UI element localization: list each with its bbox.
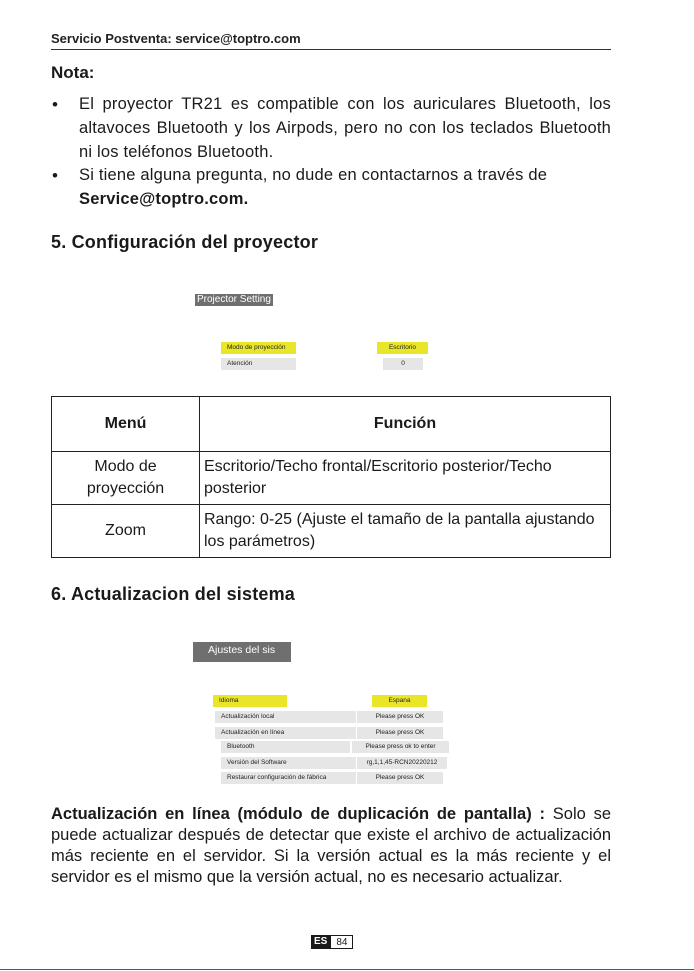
system-settings-title: Ajustes del sis [193,642,291,662]
function-table [51,396,611,558]
nota-bullet-1: El proyector TR21 es compatible con los auriculares Bluetooth, los altavoces Bluetooth y los Airpods, pero no con los teclados Bluetooth ni los teléfonos Bluetooth. [79,95,611,161]
table-cell-funcion: Rango: 0-25 (Ajuste el tamaño de la pantalla ajustando los parámetros) [200,505,611,558]
nota-bullet-2 [79,163,611,211]
nota-title: Nota: [51,63,95,82]
menu-value-atencion[interactable]: 0 [383,358,423,370]
service-email-link[interactable]: Service@toptro.com. [79,190,249,208]
page-number-value: 84 [330,935,353,949]
menu-item-atencion[interactable]: Atención [221,358,296,370]
menu-item-version-software[interactable]: Versión del Software [221,757,356,769]
menu-value-bluetooth[interactable]: Please press ok to enter [352,741,449,753]
menu-value-actualizacion-en-linea[interactable]: Please press OK [357,727,443,739]
menu-item-idioma[interactable]: Idioma [213,695,287,707]
table-header-row [52,397,611,452]
online-update-heading: Actualización en línea (módulo de duplicación de pantalla) : [51,805,545,823]
menu-value-actualizacion-local[interactable]: Please press OK [357,711,443,723]
menu-value-modo-proyeccion[interactable]: Escritorio [377,342,428,354]
section-6-title: 6. Actualizacion del sistema [51,584,296,604]
online-update-paragraph [51,804,611,888]
language-tag: ES [311,935,330,949]
projector-setting-title: Projector Setting [197,294,271,305]
menu-item-actualizacion-en-linea[interactable]: Actualización en línea [215,727,356,739]
menu-item-restaurar-fabrica[interactable]: Restaurar configuración de fábrica [221,772,356,784]
bullet-dot: • [52,95,58,114]
bullet-dot: • [52,166,58,185]
table-header-funcion: Función [200,397,611,452]
page-header: Servicio Postventa: service@toptro.com [51,31,611,50]
menu-item-actualizacion-local[interactable]: Actualización local [215,711,356,723]
page-number [311,935,353,949]
menu-item-modo-proyeccion[interactable]: Modo de proyección [221,342,296,354]
section-5-title: 5. Configuración del proyector [51,232,319,252]
menu-value-restaurar-fabrica[interactable]: Please press OK [357,772,443,784]
menu-item-bluetooth[interactable]: Bluetooth [221,741,350,753]
nota-bullet-2-text: Si tiene alguna pregunta, no dude en contactarnos a través de [79,166,548,184]
online-update-text: Solo se puede actualizar después de detectar que existe el archivo de actualización más reciente en el servidor. Si la versión actual es la más reciente y el servidor es el mismo que la versión actual, no es necesario actualizar. [51,805,611,886]
table-cell-funcion: Escritorio/Techo frontal/Escritorio posterior/Techo posterior [200,452,611,505]
table-row [52,505,611,558]
menu-value-version-software[interactable]: rg,1,1,45-RCN20220212 [357,757,447,769]
table-header-menu: Menú [52,397,200,452]
bottom-divider [0,969,694,970]
menu-value-idioma[interactable]: Espana [372,695,427,707]
table-cell-menu: Modo de proyección [52,452,200,505]
table-row [52,452,611,505]
table-cell-menu: Zoom [52,505,200,558]
